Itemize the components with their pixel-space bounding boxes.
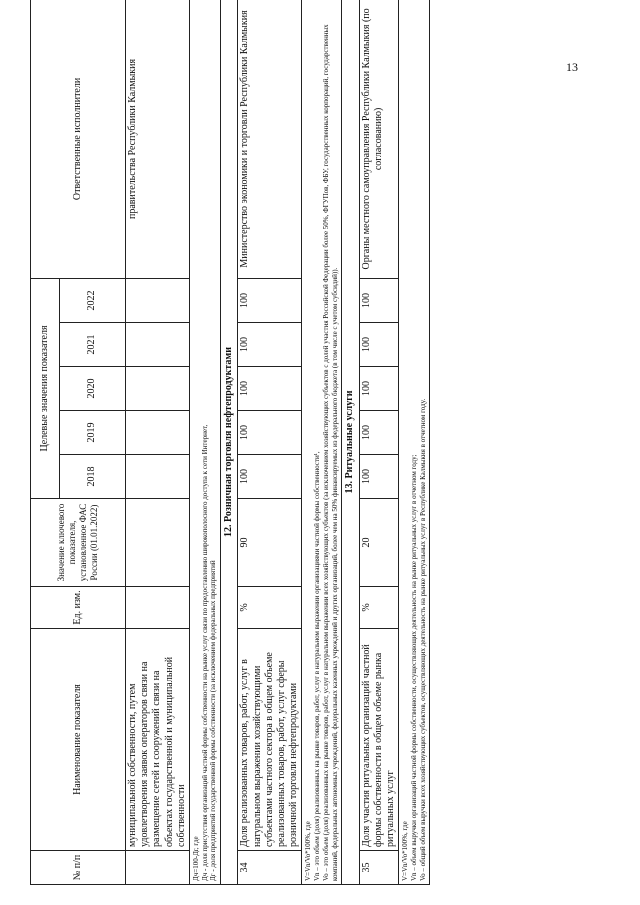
header-year-2018: 2018 <box>60 455 126 499</box>
header-num: № п/п <box>31 851 126 885</box>
cell-key-value: 90 <box>238 499 302 587</box>
table-note-row <box>189 0 220 885</box>
cell-2019: 100 <box>359 411 399 455</box>
note-line: Vn – объем выручки организаций частной формы собственности, осуществляющих деятельность на рынке ритуальных услуг в отчетном году; <box>409 454 418 881</box>
cell-2021: 100 <box>359 323 399 367</box>
note-line: V=Vn/Vo*100%, где <box>401 821 410 881</box>
header-year-2019: 2019 <box>60 411 126 455</box>
cell-num <box>126 851 190 885</box>
cell-2020: 100 <box>238 367 302 411</box>
formula-note <box>302 0 342 885</box>
cell-responsible: Министерство экономики и торговли Республики Калмыкия <box>238 0 302 278</box>
rotated-table-container <box>30 0 520 885</box>
header-year-2021: 2021 <box>60 323 126 367</box>
cell-2022: 100 <box>359 278 399 322</box>
note-line: Vn – это объем (доля) реализованных на рынке товаров, работ, услуг в натуральном выражении организациями частной формы собственности¹, <box>313 451 322 881</box>
cell-key-value: 20 <box>359 499 399 587</box>
note-line: V=Vn/Vo*100%, где <box>304 821 313 881</box>
cell-unit: % <box>359 587 399 629</box>
cell-2022: 100 <box>238 278 302 322</box>
table-row-34 <box>238 0 302 885</box>
note-line: Vo – это объем (доля) реализованных на рынке товаров, работ, услуг в натуральном выражении всех хозяйствующих субъектов (за исключением хозяйствующих субъектов с долей участия Российской Федерации более 50%, ФГУПов, ФБУ, государственных корпораций, государственных компаний, федеральных автономных учреждений, федеральных казенных учреждений и других организаций, более чем на 50% финансируемых из федерального бюджета (в том числе с учетом субсидий)). <box>321 24 339 881</box>
cell-num: 34 <box>238 851 302 885</box>
header-year-2020: 2020 <box>60 367 126 411</box>
table-row-continued <box>126 0 190 885</box>
indicators-table <box>30 0 430 885</box>
cell-2021: 100 <box>238 323 302 367</box>
header-responsible: Ответственные исполнители <box>31 0 126 278</box>
header-name: Наименование показателя <box>31 629 126 851</box>
section-title-12: 12. Розничная торговля нефтепродуктами <box>221 0 238 885</box>
cell-name: муниципальной собственности, путем удовлетворения заявок операторов связи на размещение сетей и сооружений связи на объектах государственной и муниципальной собственности <box>126 629 190 851</box>
cell-2020: 100 <box>359 367 399 411</box>
section-row <box>221 0 238 885</box>
header-targets: Целевые значения показателя <box>31 278 60 498</box>
cell-name: Доля реализованных товаров, работ, услуг в натуральном выражении хозяйствующими субъектами частного сектора в общем объеме реализованных товаров, работ, услуг сферы розничной торговли нефтепродуктами <box>238 629 302 851</box>
formula-note <box>399 0 430 885</box>
section-title-13: 13. Ритуальные услуги <box>342 0 359 885</box>
cell-2019: 100 <box>238 411 302 455</box>
header-year-2022: 2022 <box>60 278 126 322</box>
section-row <box>342 0 359 885</box>
table-note-row <box>302 0 342 885</box>
cell-responsible: правительства Республики Калмыкия <box>126 0 190 278</box>
note-line: Дч - доля присутствия организаций частной формы собственности на рынке услуг связи по предоставлению широкополосного доступа к сети Интернет, <box>200 424 209 881</box>
header-key-value: Значение ключевого показателя, установленное ФАС России (01.01.2022) <box>31 499 126 587</box>
cell-num: 35 <box>359 851 399 885</box>
note-line: Vo – общий объем выручки всех хозяйствующих субъектов, осуществляющих деятельность на рынке ритуальных услуг в Республике Калмыкия в отчетном году. <box>418 398 427 881</box>
page-number: 13 <box>566 60 578 74</box>
cell-name: Доля участия ритуальных организаций частной формы собственности в общем объеме рынка ритуальных услуг <box>359 629 399 851</box>
formula-note <box>189 0 220 885</box>
header-unit: Ед. изм. <box>31 587 126 629</box>
cell-2018: 100 <box>238 455 302 499</box>
cell-unit: % <box>238 587 302 629</box>
table-note-row <box>399 0 430 885</box>
note-line: Дг - доля предприятий государственной формы собственности (за исключением федеральных предприятий <box>209 560 218 881</box>
cell-responsible: Органы местного самоуправления Республики Калмыкия (по согласованию) <box>359 0 399 278</box>
table-row-35 <box>359 0 399 885</box>
note-line: Дч=100-Дг, где <box>191 836 200 881</box>
cell-2018: 100 <box>359 455 399 499</box>
